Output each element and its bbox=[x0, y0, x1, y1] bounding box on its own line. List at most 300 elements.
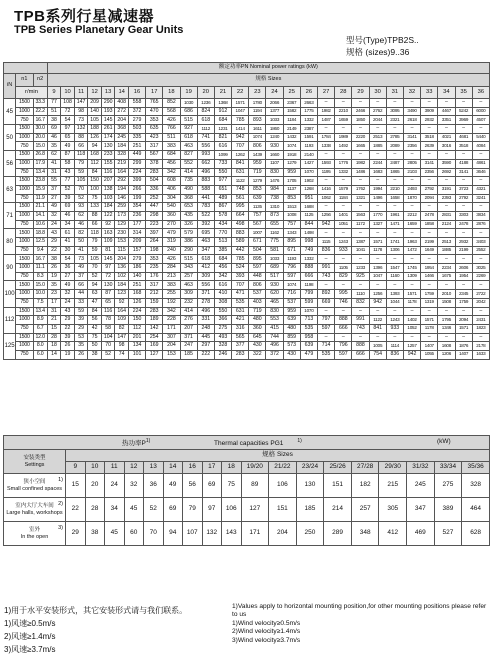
input-speed-cell: 1500 bbox=[16, 307, 33, 316]
power-value-cell: 995 bbox=[232, 203, 249, 212]
power-value-cell: 540 bbox=[163, 203, 180, 212]
input-speed-cell: 1000 bbox=[16, 290, 33, 299]
thermal-size-col-header: 13 bbox=[144, 462, 164, 474]
input-speed-cell: 1000 bbox=[16, 264, 33, 273]
power-value-cell: – bbox=[455, 229, 472, 238]
power-value-cell: 666 bbox=[335, 324, 352, 333]
thermal-value-cell: 464 bbox=[462, 498, 490, 522]
power-value-cell: – bbox=[335, 281, 352, 290]
power-value-cell: 1658 bbox=[386, 194, 403, 203]
power-value-cell: 1135 bbox=[249, 203, 266, 212]
power-value-cell: 65 bbox=[61, 133, 75, 142]
power-value-cell: 942 bbox=[369, 298, 386, 307]
input-speed-cell: 1500 bbox=[16, 125, 33, 134]
power-value-cell: – bbox=[403, 333, 420, 342]
power-value-cell: 2042 bbox=[472, 298, 489, 307]
power-value-cell: 212 bbox=[146, 290, 163, 299]
power-value-cell: 65 bbox=[101, 298, 115, 307]
power-value-cell: 335 bbox=[128, 133, 145, 142]
power-value-cell: – bbox=[352, 99, 369, 108]
power-value-cell: 84 bbox=[88, 168, 102, 177]
power-value-cell: 283 bbox=[232, 350, 249, 359]
size-col-header: 27 bbox=[318, 87, 335, 99]
power-value-cell: 1439 bbox=[249, 151, 266, 160]
power-value-cell: 292 bbox=[115, 177, 129, 186]
thermal-value-cell: 20 bbox=[85, 474, 105, 498]
power-value-cell: 1870 bbox=[403, 194, 420, 203]
size-col-header: 35 bbox=[455, 87, 472, 99]
power-value-cell: 785 bbox=[232, 255, 249, 264]
power-value-cell: 933 bbox=[386, 324, 403, 333]
power-value-cell: 504 bbox=[146, 177, 163, 186]
power-value-cell: 1982 bbox=[318, 107, 335, 116]
thermal-value-cell: 69 bbox=[163, 498, 183, 522]
power-value-cell: – bbox=[318, 281, 335, 290]
power-value-cell: 689 bbox=[266, 264, 283, 273]
power-value-cell: 608 bbox=[163, 177, 180, 186]
power-value-cell: 757 bbox=[249, 211, 266, 220]
power-value-cell: – bbox=[403, 177, 420, 186]
power-value-cell: 50 bbox=[88, 342, 102, 351]
thermal-value-cell: 628 bbox=[462, 522, 490, 546]
setting-label-cn: 室外 bbox=[28, 527, 40, 534]
input-speed-cell: 750 bbox=[16, 142, 33, 151]
power-value-cell: 308 bbox=[214, 298, 231, 307]
power-value-cell: 1591 bbox=[300, 133, 317, 142]
output-speed-cell: 12.5 bbox=[33, 238, 47, 247]
power-value-cell: 46 bbox=[74, 220, 88, 229]
power-value-cell: 257 bbox=[180, 272, 197, 281]
table-row bbox=[4, 125, 490, 134]
power-value-cell: – bbox=[369, 125, 386, 134]
thermal-value-cell: 15 bbox=[66, 474, 86, 498]
table-row bbox=[4, 333, 490, 342]
power-value-cell: 479 bbox=[163, 229, 180, 238]
power-value-cell: 254 bbox=[146, 333, 163, 342]
power-value-cell: 290 bbox=[101, 99, 115, 108]
size-col-header: 20 bbox=[197, 87, 214, 99]
power-value-cell: 112 bbox=[128, 324, 145, 333]
sizes-header: 规格 Sizes bbox=[47, 74, 489, 87]
table-row bbox=[4, 307, 490, 316]
power-value-cell: 38 bbox=[88, 350, 102, 359]
power-value-cell: 1332 bbox=[300, 255, 317, 264]
footnote-cn-line: 1)用于水平安装形式，其它安装形式请与我们联系。 bbox=[4, 606, 188, 615]
power-value-cell: 43 bbox=[47, 229, 61, 238]
power-value-cell: 343 bbox=[180, 264, 197, 273]
power-value-cell: 2932 bbox=[421, 116, 438, 125]
power-value-cell: 977 bbox=[214, 177, 231, 186]
table-row bbox=[4, 522, 490, 546]
setting-cell bbox=[4, 522, 66, 546]
power-value-cell: 1162 bbox=[266, 229, 283, 238]
power-value-cell: 192 bbox=[163, 298, 180, 307]
power-value-cell: 2792 bbox=[421, 185, 438, 194]
input-speed-cell: 750 bbox=[16, 246, 33, 255]
power-value-cell: – bbox=[421, 333, 438, 342]
power-value-cell: 597 bbox=[318, 324, 335, 333]
power-value-cell: 1487 bbox=[318, 116, 335, 125]
power-value-cell: 1659 bbox=[403, 220, 420, 229]
power-value-cell: 1780 bbox=[249, 99, 266, 108]
power-value-cell: 42 bbox=[88, 324, 102, 333]
thermal-size-col-header: 35/36 bbox=[462, 462, 490, 474]
power-value-cell: 552 bbox=[180, 159, 197, 168]
power-value-cell: 707 bbox=[232, 281, 249, 290]
power-value-cell: 1243 bbox=[386, 316, 403, 325]
power-value-cell: 2094 bbox=[455, 316, 472, 325]
power-value-cell: 105 bbox=[88, 116, 102, 125]
power-value-cell: 550 bbox=[214, 168, 231, 177]
power-value-cell: 741 bbox=[197, 133, 214, 142]
power-value-cell: 185 bbox=[180, 350, 197, 359]
power-value-cell: 251 bbox=[128, 142, 145, 151]
power-value-cell: 558 bbox=[128, 99, 145, 108]
power-value-cell: 456 bbox=[214, 264, 231, 273]
ratio-cell: 63 bbox=[4, 177, 16, 203]
power-value-cell: 1571 bbox=[232, 99, 249, 108]
power-value-cell: 743 bbox=[352, 324, 369, 333]
table-row bbox=[4, 185, 490, 194]
setting-footnote-ref: 2) bbox=[58, 501, 63, 507]
power-value-cell: 49 bbox=[61, 281, 75, 290]
power-value-cell: 264 bbox=[146, 238, 163, 247]
footnotes-en bbox=[232, 603, 486, 645]
power-value-cell: 164 bbox=[115, 307, 129, 316]
output-speed-cell: 7.5 bbox=[33, 298, 47, 307]
power-value-cell: 66 bbox=[74, 142, 88, 151]
power-value-cell: 991 bbox=[318, 264, 335, 273]
power-value-cell: 1327 bbox=[369, 220, 386, 229]
power-value-cell: 1338 bbox=[318, 142, 335, 151]
power-value-cell: 297 bbox=[197, 342, 214, 351]
power-value-cell: 3518 bbox=[455, 142, 472, 151]
power-value-cell: 2066 bbox=[266, 99, 283, 108]
power-value-cell: 995 bbox=[335, 290, 352, 299]
power-value-cell: 6000 bbox=[472, 107, 489, 116]
power-value-cell: 556 bbox=[197, 281, 214, 290]
thermal-value-cell: 289 bbox=[324, 522, 352, 546]
power-value-cell: 94 bbox=[88, 142, 102, 151]
power-value-cell: 22 bbox=[47, 246, 61, 255]
power-value-cell: 1387 bbox=[352, 238, 369, 247]
power-value-cell: 2212 bbox=[403, 211, 420, 220]
thermal-value-cell: 79 bbox=[183, 498, 203, 522]
power-value-cell: 664 bbox=[232, 211, 249, 220]
input-speed-cell: 1500 bbox=[16, 151, 33, 160]
power-value-cell: – bbox=[472, 177, 489, 186]
power-value-cell: 157 bbox=[128, 246, 145, 255]
thermal-value-cell: 185 bbox=[296, 498, 324, 522]
power-value-cell: 1885 bbox=[369, 142, 386, 151]
power-value-cell: – bbox=[369, 281, 386, 290]
power-value-cell: 639 bbox=[249, 194, 266, 203]
thermal-value-cell: 60 bbox=[124, 522, 144, 546]
power-value-cell: 618 bbox=[180, 133, 197, 142]
size-col-header: 22 bbox=[232, 87, 249, 99]
power-value-cell: 377 bbox=[232, 342, 249, 351]
power-value-cell: 535 bbox=[300, 324, 317, 333]
power-value-cell: 49 bbox=[61, 142, 75, 151]
power-value-cell: 98 bbox=[74, 107, 88, 116]
power-value-cell: 1472 bbox=[403, 246, 420, 255]
table-row bbox=[4, 168, 490, 177]
power-value-cell: 783 bbox=[197, 203, 214, 212]
size-col-header: 14 bbox=[115, 87, 129, 99]
power-value-cell: – bbox=[318, 177, 335, 186]
power-value-cell: 1368 bbox=[214, 99, 231, 108]
power-value-cell: 1193 bbox=[283, 255, 300, 264]
input-speed-cell: 750 bbox=[16, 168, 33, 177]
power-value-cell: 52 bbox=[88, 272, 102, 281]
thermal-size-col-header: 14 bbox=[163, 462, 183, 474]
power-value-cell: 159 bbox=[146, 298, 163, 307]
thermal-value-cell: 127 bbox=[241, 498, 269, 522]
power-value-cell: 883 bbox=[232, 229, 249, 238]
power-value-cell: 399 bbox=[128, 177, 145, 186]
thermal-size-col-header: 21/22 bbox=[269, 462, 297, 474]
input-speed-cell: 750 bbox=[16, 194, 33, 203]
power-value-cell: 2387 bbox=[300, 125, 317, 134]
power-value-cell: 2493 bbox=[403, 185, 420, 194]
size-col-header: 18 bbox=[163, 87, 180, 99]
power-value-cell: 930 bbox=[266, 142, 283, 151]
power-value-cell: 684 bbox=[214, 255, 231, 264]
power-value-cell: 426 bbox=[163, 255, 180, 264]
table-row bbox=[4, 316, 490, 325]
power-value-cell: 770 bbox=[214, 229, 231, 238]
power-value-cell: 309 bbox=[197, 272, 214, 281]
power-value-cell: 69 bbox=[61, 203, 75, 212]
power-value-cell: 174 bbox=[101, 133, 115, 142]
power-value-cell: 1047 bbox=[369, 272, 386, 281]
power-value-cell: 829 bbox=[335, 272, 352, 281]
power-value-cell: – bbox=[318, 125, 335, 134]
output-speed-cell: 8.9 bbox=[33, 316, 47, 325]
power-value-cell: 1393 bbox=[386, 290, 403, 299]
power-value-cell: 126 bbox=[88, 133, 102, 142]
power-value-cell: 230 bbox=[115, 229, 129, 238]
power-value-cell: 2393 bbox=[438, 194, 455, 203]
thermal-size-col-header: 33/34 bbox=[434, 462, 462, 474]
power-value-cell: 116 bbox=[101, 307, 115, 316]
power-value-cell: 1112 bbox=[197, 125, 214, 134]
power-value-cell: 347 bbox=[197, 246, 214, 255]
footnote-en-line: 3)Wind velocity≥3.7m/s bbox=[232, 636, 301, 644]
power-value-cell: 743 bbox=[318, 272, 335, 281]
power-value-cell: 2805 bbox=[403, 159, 420, 168]
power-value-cell: 1243 bbox=[335, 238, 352, 247]
power-value-cell: 1775 bbox=[300, 107, 317, 116]
thermal-size-col-header: 17 bbox=[202, 462, 222, 474]
power-value-cell: 471 bbox=[232, 290, 249, 299]
power-value-cell: 1989 bbox=[335, 133, 352, 142]
power-value-cell: – bbox=[403, 99, 420, 108]
input-speed-cell: 1500 bbox=[16, 99, 33, 108]
setting-label-en: In the open bbox=[20, 533, 49, 540]
power-value-cell: 853 bbox=[249, 185, 266, 194]
power-value-cell: 959 bbox=[283, 307, 300, 316]
thermal-size-col-header: 11 bbox=[105, 462, 125, 474]
input-speed-cell: 750 bbox=[16, 272, 33, 281]
thermal-value-cell: 348 bbox=[351, 522, 379, 546]
power-value-cell: – bbox=[421, 125, 438, 134]
power-value-cell: 1033 bbox=[266, 255, 283, 264]
power-value-cell: 893 bbox=[249, 116, 266, 125]
power-value-cell: 322 bbox=[249, 350, 266, 359]
power-value-cell: 194 bbox=[115, 185, 129, 194]
power-value-cell: 513 bbox=[214, 238, 231, 247]
power-value-cell: – bbox=[438, 125, 455, 134]
power-value-cell: 933 bbox=[335, 246, 352, 255]
power-value-cell: 61 bbox=[61, 229, 75, 238]
power-value-cell: 1508 bbox=[438, 298, 455, 307]
power-value-cell: 841 bbox=[369, 324, 386, 333]
power-value-cell: 2140 bbox=[300, 151, 317, 160]
power-value-cell: 430 bbox=[249, 342, 266, 351]
power-value-cell: 3095 bbox=[386, 107, 403, 116]
power-value-cell: 1902 bbox=[300, 177, 317, 186]
power-value-cell: – bbox=[438, 333, 455, 342]
power-value-cell: 2149 bbox=[283, 125, 300, 134]
table-row bbox=[4, 324, 490, 333]
thermal-size-col-header: 18 bbox=[222, 462, 242, 474]
size-col-header: 36 bbox=[472, 87, 489, 99]
power-value-cell: 456 bbox=[163, 159, 180, 168]
power-value-cell: 1770 bbox=[369, 211, 386, 220]
power-value-cell: 1611 bbox=[249, 125, 266, 134]
power-value-cell: 246 bbox=[214, 350, 231, 359]
power-value-cell: 1471 bbox=[386, 220, 403, 229]
power-value-cell: – bbox=[472, 151, 489, 160]
power-value-cell: 97 bbox=[101, 264, 115, 273]
setting-label-cn: 室内大厅大车间 bbox=[15, 503, 54, 510]
power-value-cell: 136 bbox=[115, 264, 129, 273]
size-col-header: 25 bbox=[283, 87, 300, 99]
power-value-cell: 5242 bbox=[455, 107, 472, 116]
power-value-cell: 1823 bbox=[472, 324, 489, 333]
power-value-cell: – bbox=[335, 151, 352, 160]
power-value-cell: 496 bbox=[197, 307, 214, 316]
power-value-cell: 87 bbox=[101, 290, 115, 299]
power-value-cell: 49 bbox=[47, 203, 61, 212]
power-value-cell: 4084 bbox=[472, 142, 489, 151]
input-speed-cell: 1500 bbox=[16, 333, 33, 342]
power-value-cell: 480 bbox=[283, 324, 300, 333]
thermal-size-col-header: 29/30 bbox=[379, 462, 407, 474]
power-value-cell: – bbox=[335, 229, 352, 238]
thermal-value-cell: 56 bbox=[183, 474, 203, 498]
input-speed-cell: 1500 bbox=[16, 203, 33, 212]
power-value-cell: 1961 bbox=[386, 211, 403, 220]
input-speed-cell: 750 bbox=[16, 298, 33, 307]
power-value-cell: 59 bbox=[74, 307, 88, 316]
power-value-cell: 62 bbox=[47, 151, 61, 160]
size-col-header: 9 bbox=[47, 87, 61, 99]
power-value-cell: 414 bbox=[180, 168, 197, 177]
power-value-cell: 1206 bbox=[438, 350, 455, 359]
power-value-cell: 3590 bbox=[438, 159, 455, 168]
thermal-value-cell: 38 bbox=[85, 522, 105, 546]
power-value-cell: 26 bbox=[74, 350, 88, 359]
power-value-cell: 2552 bbox=[472, 246, 489, 255]
power-value-cell: 442 bbox=[232, 246, 249, 255]
power-value-cell: 372 bbox=[266, 350, 283, 359]
thermal-value-cell: 45 bbox=[105, 522, 125, 546]
power-value-cell: 618 bbox=[197, 116, 214, 125]
input-speed-cell: 1000 bbox=[16, 211, 33, 220]
power-value-cell: 366 bbox=[214, 316, 231, 325]
col-iN-header: iN bbox=[4, 74, 16, 99]
output-speed-cell: 13.4 bbox=[33, 307, 47, 316]
power-value-cell: – bbox=[403, 307, 420, 316]
output-speed-cell: 6.0 bbox=[33, 350, 47, 359]
power-value-cell: 1513 bbox=[283, 203, 300, 212]
power-value-cell: 1963 bbox=[403, 238, 420, 247]
power-value-cell: 3141 bbox=[455, 168, 472, 177]
power-value-cell: 283 bbox=[146, 168, 163, 177]
power-value-cell: 2692 bbox=[438, 168, 455, 177]
output-speed-cell: 33.3 bbox=[33, 99, 47, 108]
power-value-cell: 535 bbox=[232, 298, 249, 307]
power-value-cell: 2431 bbox=[472, 316, 489, 325]
power-value-cell: 1194 bbox=[249, 107, 266, 116]
power-value-cell: 1762 bbox=[352, 185, 369, 194]
power-value-cell: 19 bbox=[61, 350, 75, 359]
power-value-cell: – bbox=[369, 99, 386, 108]
thermal-value-cell: 151 bbox=[324, 474, 352, 498]
power-value-cell: – bbox=[421, 203, 438, 212]
power-value-cell: – bbox=[455, 281, 472, 290]
power-value-cell: 2321 bbox=[386, 116, 403, 125]
power-value-cell: 140 bbox=[88, 107, 102, 116]
power-value-cell: 1268 bbox=[300, 185, 317, 194]
power-value-cell: 3016 bbox=[438, 142, 455, 151]
power-value-cell: 716 bbox=[283, 290, 300, 299]
power-value-cell: 276 bbox=[180, 316, 197, 325]
power-value-cell: 199 bbox=[128, 194, 145, 203]
power-value-cell: – bbox=[438, 229, 455, 238]
setting-cell bbox=[4, 474, 66, 498]
power-value-cell: – bbox=[369, 203, 386, 212]
type-label: 型号(Type)TPB2S.. bbox=[346, 35, 419, 45]
power-value-cell: 912 bbox=[214, 107, 231, 116]
power-value-cell: 328 bbox=[214, 342, 231, 351]
power-value-cell: 1416 bbox=[318, 185, 335, 194]
power-value-cell: 1994 bbox=[369, 185, 386, 194]
power-value-cell: 599 bbox=[300, 298, 317, 307]
size-col-header: 34 bbox=[438, 87, 455, 99]
power-value-cell: 102 bbox=[115, 272, 129, 281]
output-speed-cell: 9.4 bbox=[33, 246, 47, 255]
power-value-cell: 959 bbox=[249, 159, 266, 168]
power-value-cell: 82 bbox=[115, 324, 129, 333]
table-row bbox=[4, 194, 490, 203]
power-value-cell: 1052 bbox=[403, 324, 420, 333]
power-value-cell: 2094 bbox=[421, 194, 438, 203]
power-value-cell: 470 bbox=[146, 107, 163, 116]
power-value-cell: 1498 bbox=[300, 229, 317, 238]
thermal-value-cell: 97 bbox=[202, 498, 222, 522]
power-value-cell: 1649 bbox=[421, 246, 438, 255]
power-value-cell: 75 bbox=[88, 194, 102, 203]
power-value-cell: – bbox=[438, 281, 455, 290]
power-value-cell: 565 bbox=[232, 333, 249, 342]
power-value-cell: 1401 bbox=[335, 211, 352, 220]
power-value-cell: 39 bbox=[61, 194, 75, 203]
power-value-cell: 3646 bbox=[472, 168, 489, 177]
power-value-cell: 224 bbox=[128, 307, 145, 316]
